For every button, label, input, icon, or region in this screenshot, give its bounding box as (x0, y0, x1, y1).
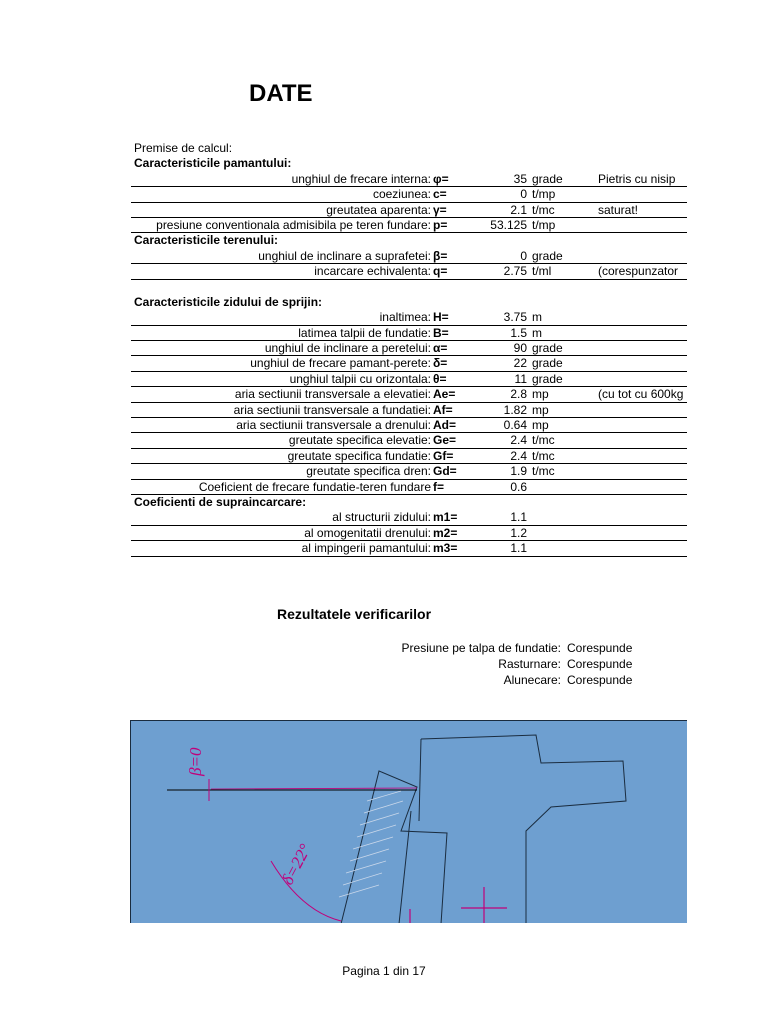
parameter-unit: t/mc (532, 202, 555, 217)
parameter-row (131, 172, 687, 187)
result-label: Presiune pe talpa de fundatie: (401, 641, 561, 655)
parameter-symbol: γ= (433, 202, 447, 217)
parameter-value: 1.5 (510, 325, 527, 340)
parameter-symbol: Af= (433, 402, 453, 417)
parameter-rows (131, 156, 687, 556)
parameter-row (131, 326, 687, 341)
ground-line-accent (211, 788, 417, 789)
parameter-label: unghiul de frecare interna: (291, 171, 431, 186)
parameter-value: 0.64 (503, 418, 527, 433)
parameter-symbol: Gd= (433, 464, 457, 479)
result-label: Alunecare: (503, 673, 561, 687)
building-outline (421, 735, 626, 923)
parameter-value: 2.4 (510, 433, 527, 448)
parameter-symbol: H= (433, 310, 449, 325)
section-heading: Caracteristicile terenului: (134, 233, 279, 248)
parameter-unit: grade (532, 356, 563, 371)
result-label: Rasturnare: (498, 657, 561, 671)
parameter-label: aria sectiunii transversale a fundatiei: (233, 402, 431, 417)
parameter-label: al omogenitatii drenului: (304, 525, 431, 540)
parameter-note: Pietris cu nisip (598, 171, 676, 186)
parameter-row (131, 310, 687, 325)
parameter-unit: t/mc (532, 433, 555, 448)
parameter-symbol: φ= (433, 171, 449, 186)
parameter-label: unghiul de inclinare a suprafetei: (258, 248, 431, 263)
parameter-unit: grade (532, 248, 563, 263)
retaining-wall-diagram (130, 720, 687, 923)
page-title: DATE (249, 80, 313, 107)
parameter-unit: grade (532, 371, 563, 386)
parameter-value: 0.6 (510, 479, 527, 494)
parameter-value: 0 (520, 187, 527, 202)
results-list (131, 640, 687, 688)
parameter-row (131, 449, 687, 464)
beta-label: β=0 (186, 747, 205, 776)
parameter-symbol: f= (433, 479, 445, 494)
parameter-value: 1.2 (510, 525, 527, 540)
parameter-row (131, 372, 687, 387)
parameter-value: 1.1 (510, 541, 527, 556)
parameter-value: 1.1 (510, 510, 527, 525)
section-heading: Caracteristicile pamantului: (134, 156, 292, 171)
parameter-symbol: Gf= (433, 448, 454, 463)
parameter-symbol: m2= (433, 525, 458, 540)
parameter-row (131, 264, 687, 279)
parameter-symbol: B= (433, 325, 449, 340)
parameter-label: aria sectiunii transversale a drenului: (236, 418, 431, 433)
parameter-value: 2.8 (510, 387, 527, 402)
parameter-sheet (131, 141, 687, 557)
parameter-label: unghiul talpii cu orizontala: (289, 371, 431, 386)
parameter-label: greutate specifica elevatie: (288, 433, 431, 448)
section-heading: Coeficienti de supraincarcare: (134, 494, 307, 509)
parameter-row (131, 341, 687, 356)
parameter-label: greutate specifica dren: (306, 464, 431, 479)
parameter-value: 22 (513, 356, 527, 371)
parameter-value: 2.75 (503, 264, 527, 279)
parameter-symbol: p= (433, 217, 448, 232)
intro-row (131, 141, 687, 156)
parameter-row (131, 526, 687, 541)
parameter-value: 90 (513, 341, 527, 356)
parameter-symbol: c= (433, 187, 447, 202)
parameter-row (131, 203, 687, 218)
delta-label: δ=22° (277, 840, 315, 888)
parameter-label: greutatea aparenta: (326, 202, 431, 217)
parameter-unit: mp (532, 418, 549, 433)
parameter-row (131, 249, 687, 264)
parameter-note: saturat! (598, 202, 639, 217)
parameter-unit: grade (532, 341, 563, 356)
parameter-unit: t/mp (532, 187, 556, 202)
parameter-row (131, 387, 687, 402)
parameter-label: presiune conventionala admisibila pe teren fundare: (156, 217, 431, 232)
parameter-label: unghiul de inclinare a peretelui: (264, 341, 431, 356)
parameter-symbol: Ge= (433, 433, 457, 448)
section-row (131, 233, 687, 248)
parameter-label: inaltimea: (379, 310, 431, 325)
parameter-label: greutate specifica fundatie: (287, 448, 431, 463)
parameter-note: (corespunzator (598, 264, 679, 279)
parameter-row (131, 418, 687, 433)
parameter-label: coeziunea: (372, 187, 431, 202)
parameter-row (131, 433, 687, 448)
parameter-value: 0 (520, 248, 527, 263)
parameter-value: 2.4 (510, 448, 527, 463)
wall-section (341, 771, 447, 923)
parameter-label: unghiul de frecare pamant-perete: (250, 356, 431, 371)
parameter-row (131, 187, 687, 202)
result-row (131, 656, 687, 672)
parameter-value: 11 (514, 371, 527, 386)
page-footer: Pagina 1 din 17 (342, 964, 426, 978)
parameter-value: 53.125 (490, 217, 527, 232)
result-row (131, 672, 687, 688)
blank-row (131, 280, 687, 295)
results-title: Rezultatele verificarilor (277, 606, 432, 622)
parameter-symbol: Ae= (433, 387, 456, 402)
parameter-symbol: Ad= (433, 418, 457, 433)
parameter-unit: m (532, 325, 542, 340)
parameter-row (131, 356, 687, 371)
parameter-label: aria sectiunii transversale a elevatiei: (234, 387, 431, 402)
result-value: Corespunde (567, 641, 633, 655)
parameter-unit: mp (532, 402, 549, 417)
intro-text: Premise de calcul: (134, 141, 233, 155)
parameter-symbol: q= (433, 264, 448, 279)
diagram-svg (131, 721, 687, 923)
drain-hatching (339, 791, 403, 897)
parameter-symbol: m3= (433, 541, 458, 556)
section-row (131, 156, 687, 171)
parameter-unit: t/ml (532, 264, 552, 279)
parameter-label: al impingerii pamantului: (301, 541, 431, 556)
parameter-unit: t/mc (532, 464, 555, 479)
parameter-row (131, 541, 687, 556)
inner-wall-line (399, 811, 411, 923)
parameter-row (131, 403, 687, 418)
parameter-symbol: α= (433, 341, 448, 356)
parameter-value: 1.82 (503, 402, 527, 417)
parameter-value: 1.9 (510, 464, 527, 479)
parameter-row (131, 218, 687, 233)
parameter-row (131, 464, 687, 479)
parameter-label: incarcare echivalenta: (314, 264, 431, 279)
parameter-unit: mp (532, 387, 549, 402)
parameter-value: 2.1 (510, 202, 527, 217)
result-value: Corespunde (567, 673, 633, 687)
result-value: Corespunde (567, 657, 633, 671)
section-row (131, 495, 687, 510)
parameter-unit: t/mp (532, 217, 556, 232)
parameter-label: latimea talpii de fundatie: (298, 325, 431, 340)
building-left-edge (419, 739, 421, 821)
parameter-symbol: δ= (433, 356, 448, 371)
parameter-symbol: θ= (433, 371, 447, 386)
parameter-symbol: m1= (433, 510, 458, 525)
section-heading: Caracteristicile zidului de sprijin: (134, 294, 323, 309)
result-row (131, 640, 687, 656)
section-row (131, 295, 687, 310)
parameter-unit: m (532, 310, 542, 325)
parameter-value: 35 (513, 171, 527, 186)
parameter-label: al structurii zidului: (332, 510, 431, 525)
parameter-unit: t/mc (532, 448, 555, 463)
parameter-row (131, 480, 687, 495)
parameter-label: Coeficient de frecare fundatie-teren fundare (198, 479, 431, 494)
parameter-row (131, 510, 687, 525)
parameter-symbol: β= (433, 248, 448, 263)
parameter-note: (cu tot cu 600kg (598, 387, 684, 402)
parameter-value: 3.75 (503, 310, 527, 325)
parameter-unit: grade (532, 171, 563, 186)
